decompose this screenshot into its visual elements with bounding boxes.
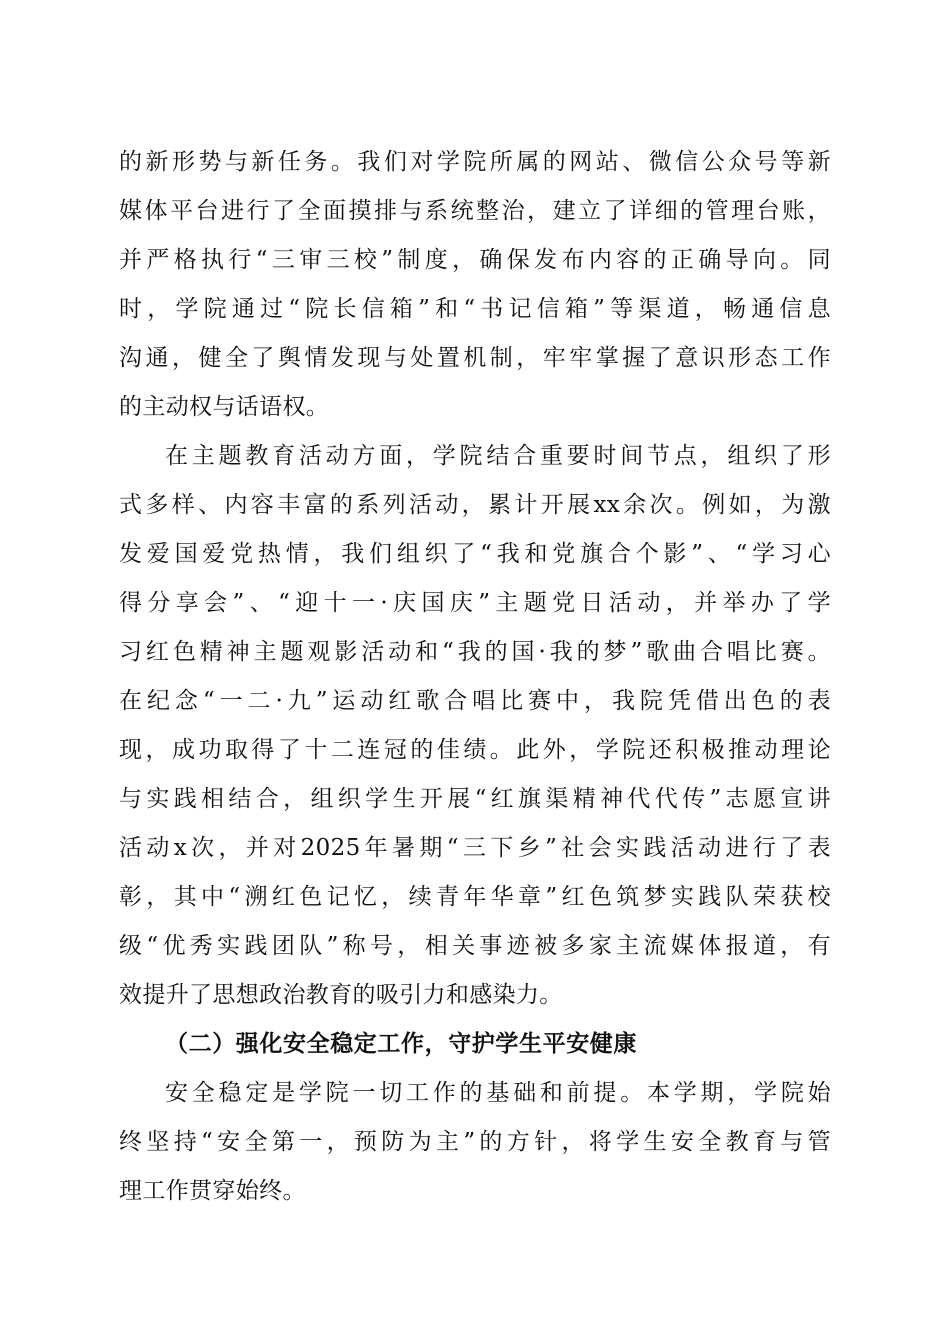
section-heading: （二）强化安全稳定工作，守护学生平安健康 bbox=[165, 1030, 637, 1057]
paragraph-line: 现，成功取得了十二连冠的佳绩。此外，学院还积极推动理论 bbox=[119, 737, 831, 763]
paragraph-line: 理工作贯穿始终。 bbox=[119, 1178, 306, 1204]
paragraph-line: 活动x次，并对2025年暑期“三下乡”社会实践活动进行了表 bbox=[119, 835, 831, 861]
paragraph-line: 终坚持“安全第一，预防为主”的方针，将学生安全教育与管 bbox=[119, 1129, 831, 1155]
paragraph-line: 的主动权与话语权。 bbox=[119, 394, 330, 420]
paragraph-line: 发爱国爱党热情，我们组织了“我和党旗合个影”、“学习心 bbox=[119, 541, 831, 567]
paragraph-line: 式多样、内容丰富的系列活动，累计开展xx余次。例如，为激 bbox=[119, 492, 831, 518]
paragraph-line: 安全稳定是学院一切工作的基础和前提。本学期，学院始 bbox=[165, 1080, 831, 1106]
paragraph-line: 的新形势与新任务。我们对学院所属的网站、微信公众号等新 bbox=[119, 149, 831, 175]
paragraph-line: 在主题教育活动方面，学院结合重要时间节点，组织了形 bbox=[165, 443, 831, 469]
paragraph-line: 在纪念“一二·九”运动红歌合唱比赛中，我院凭借出色的表 bbox=[119, 688, 831, 714]
paragraph-line: 并严格执行“三审三校”制度，确保发布内容的正确导向。同 bbox=[119, 247, 831, 273]
paragraph-line: 习红色精神主题观影活动和“我的国·我的梦”歌曲合唱比赛。 bbox=[119, 639, 831, 665]
paragraph-line: 效提升了思想政治教育的吸引力和感染力。 bbox=[119, 982, 563, 1008]
paragraph-line: 彰，其中“溯红色记忆，续青年华章”红色筑梦实践队荣获校 bbox=[119, 884, 831, 910]
paragraph-line: 媒体平台进行了全面摸排与系统整治，建立了详细的管理台账， bbox=[119, 198, 831, 224]
paragraph-line: 级“优秀实践团队”称号，相关事迹被多家主流媒体报道，有 bbox=[119, 933, 831, 959]
paragraph-line: 得分享会”、“迎十一·庆国庆”主题党日活动，并举办了学 bbox=[119, 590, 831, 616]
paragraph-line: 与实践相结合，组织学生开展“红旗渠精神代代传”志愿宣讲 bbox=[119, 786, 831, 812]
paragraph-line: 沟通，健全了舆情发现与处置机制，牢牢掌握了意识形态工作 bbox=[119, 345, 831, 371]
paragraph-line: 时，学院通过“院长信箱”和“书记信箱”等渠道，畅通信息 bbox=[119, 296, 831, 322]
